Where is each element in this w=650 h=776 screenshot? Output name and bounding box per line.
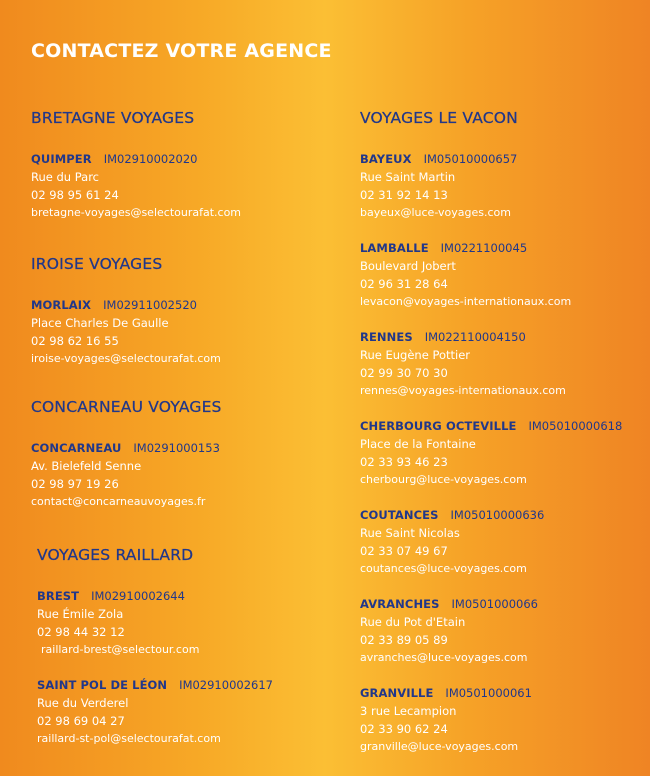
agency-voyages-le-vacon: [360, 109, 622, 756]
agency-name: VOYAGES LE VACON: [360, 109, 518, 127]
office-email-link[interactable]: granville@luce-voyages.com: [360, 740, 519, 753]
office-license: IM05010000636: [450, 508, 545, 522]
office-brest: [37, 587, 273, 659]
agency-bretagne-voyages: [31, 109, 241, 222]
office-phone[interactable]: 02 96 31 28 64: [360, 277, 448, 291]
office-cherbourg-octeville: [360, 417, 622, 489]
office-phone[interactable]: 02 98 62 16 55: [31, 334, 119, 348]
office-license: IM05010000618: [528, 419, 623, 433]
office-license: IM02910002617: [179, 678, 273, 692]
office-license: IM02911002520: [103, 298, 197, 312]
office-address: Rue du Verderel: [37, 696, 129, 710]
office-email-link[interactable]: bretagne-voyages@selectourafat.com: [31, 206, 242, 219]
agency-name: BRETAGNE VOYAGES: [31, 109, 195, 127]
office-license: IM02910002644: [91, 589, 185, 603]
office-address: Rue Eugène Pottier: [360, 348, 471, 362]
office-license: IM022110004150: [424, 330, 526, 344]
agency-voyages-raillard: [37, 546, 273, 748]
agency-name: CONCARNEAU VOYAGES: [31, 398, 222, 416]
office-email-link[interactable]: levacon@voyages-internationaux.com: [360, 295, 572, 308]
agency-iroise-voyages: [31, 255, 221, 368]
office-lamballe: [360, 239, 622, 311]
office-email-link[interactable]: raillard-brest@selectour.com: [41, 643, 200, 656]
office-address: Place de la Fontaine: [360, 437, 476, 451]
office-city: RENNES: [360, 330, 413, 344]
office-granville: [360, 684, 622, 756]
office-address: Rue Saint Martin: [360, 170, 456, 184]
office-phone[interactable]: 02 98 97 19 26: [31, 477, 119, 491]
office-avranches: [360, 595, 622, 667]
office-city: CHERBOURG OCTEVILLE: [360, 419, 517, 433]
office-phone[interactable]: 02 31 92 14 13: [360, 188, 448, 202]
office-address: Av. Bielefeld Senne: [31, 459, 142, 473]
agency-name: IROISE VOYAGES: [31, 255, 163, 273]
office-address: 3 rue Lecampion: [360, 704, 457, 718]
office-phone[interactable]: 02 33 90 62 24: [360, 722, 448, 736]
office-rennes: [360, 328, 622, 400]
office-email-link[interactable]: cherbourg@luce-voyages.com: [360, 473, 527, 486]
office-quimper: [31, 150, 241, 222]
office-address: Place Charles De Gaulle: [31, 316, 169, 330]
office-phone[interactable]: 02 98 95 61 24: [31, 188, 119, 202]
office-city: COUTANCES: [360, 508, 439, 522]
office-city: LAMBALLE: [360, 241, 429, 255]
office-email-link[interactable]: iroise-voyages@selectourafat.com: [31, 352, 221, 365]
office-license: IM0501000061: [445, 686, 532, 700]
office-address: Rue Émile Zola: [37, 607, 124, 621]
office-city: CONCARNEAU: [31, 441, 122, 455]
office-saint-pol-de-leon: [37, 676, 273, 748]
agency-concarneau-voyages: [31, 398, 222, 511]
office-bayeux: [360, 150, 622, 222]
office-license: IM0291000153: [133, 441, 220, 455]
office-email-link[interactable]: contact@concarneauvoyages.fr: [31, 495, 206, 508]
office-city: MORLAIX: [31, 298, 92, 312]
office-address: Boulevard Jobert: [360, 259, 456, 273]
office-city: AVRANCHES: [360, 597, 440, 611]
office-phone[interactable]: 02 33 89 05 89: [360, 633, 448, 647]
office-license: IM0221100045: [440, 241, 528, 255]
office-city: SAINT POL DE LÉON: [37, 678, 168, 692]
office-email-link[interactable]: coutances@luce-voyages.com: [360, 562, 527, 575]
office-address: Rue du Pot d'Etain: [360, 615, 466, 629]
office-address: Rue Saint Nicolas: [360, 526, 460, 540]
office-city: GRANVILLE: [360, 686, 434, 700]
office-email-link[interactable]: raillard-st-pol@selectourafat.com: [37, 732, 221, 745]
office-morlaix: [31, 296, 221, 368]
office-phone[interactable]: 02 98 69 04 27: [37, 714, 125, 728]
office-coutances: [360, 506, 622, 578]
office-phone[interactable]: 02 33 93 46 23: [360, 455, 448, 469]
office-phone[interactable]: 02 98 44 32 12: [37, 625, 125, 639]
office-concarneau: [31, 439, 222, 511]
office-email-link[interactable]: rennes@voyages-internationaux.com: [360, 384, 566, 397]
page-title: CONTACTEZ VOTRE AGENCE: [31, 40, 332, 62]
office-phone[interactable]: 02 33 07 49 67: [360, 544, 448, 558]
office-email-link[interactable]: bayeux@luce-voyages.com: [360, 206, 511, 219]
agency-name: VOYAGES RAILLARD: [37, 546, 194, 564]
office-city: BAYEUX: [360, 152, 412, 166]
office-address: Rue du Parc: [31, 170, 100, 184]
office-license: IM0501000066: [451, 597, 538, 611]
office-phone[interactable]: 02 99 30 70 30: [360, 366, 448, 380]
office-email-link[interactable]: avranches@luce-voyages.com: [360, 651, 528, 664]
office-license: IM02910002020: [103, 152, 198, 166]
office-city: QUIMPER: [31, 152, 92, 166]
office-license: IM05010000657: [423, 152, 518, 166]
office-city: BREST: [37, 589, 80, 603]
